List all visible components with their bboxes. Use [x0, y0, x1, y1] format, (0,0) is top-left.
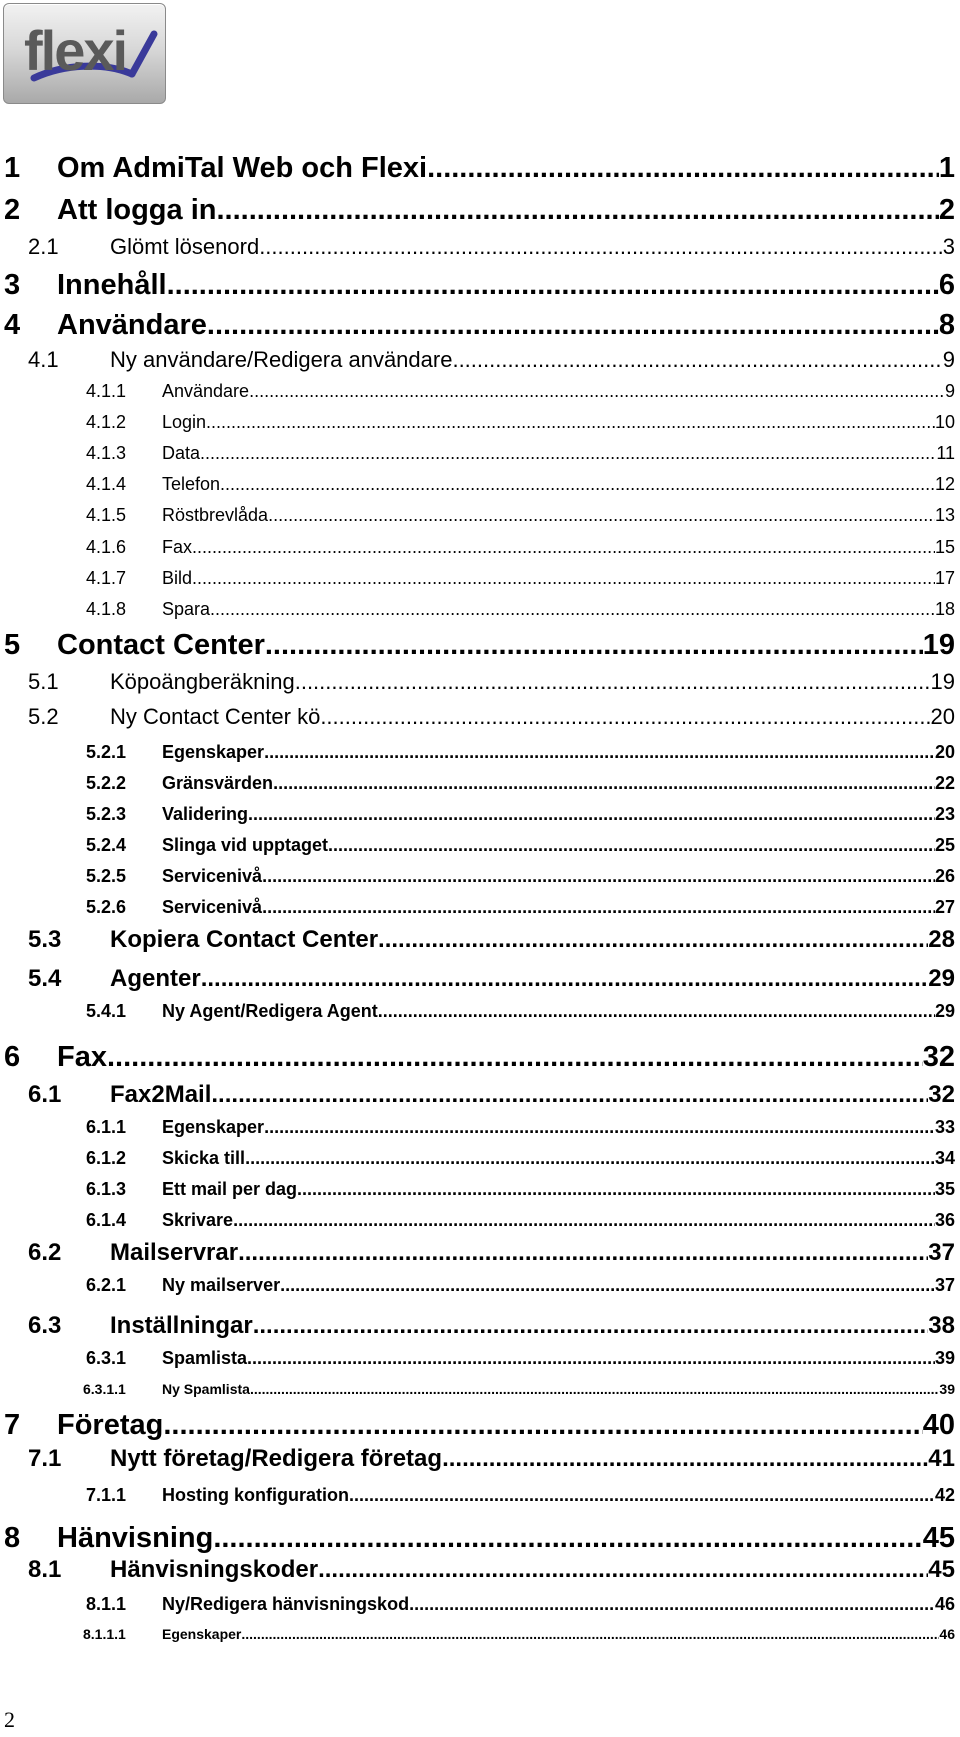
toc-entry-number: 1 [4, 152, 21, 184]
toc-entry[interactable] [0, 863, 960, 889]
toc-entry-number: 6.3.1 [86, 1348, 127, 1368]
toc-entry-page: 19 [930, 669, 955, 694]
toc-entry[interactable] [0, 1272, 960, 1298]
toc-entry-number: 4 [4, 309, 21, 341]
toc-entry-number: 2.1 [28, 234, 59, 259]
toc-entry-page: 39 [939, 1381, 955, 1397]
toc-entry-number: 4.1.7 [86, 568, 127, 588]
toc-entry-number: 4.1.2 [86, 412, 127, 432]
dot-leader [213, 1520, 922, 1556]
toc-entry-number: 8 [4, 1522, 21, 1554]
dot-leader [280, 1272, 935, 1298]
toc-entry-title: Data [162, 443, 201, 463]
toc-entry-number: 8.1.1 [86, 1594, 127, 1614]
toc-entry-title: Spara [162, 599, 211, 619]
toc-entry-title: Ny användare/Redigera användare [110, 347, 453, 372]
dot-leader [233, 1207, 935, 1233]
toc-entry-title: Contact Center [57, 629, 265, 661]
toc-entry[interactable] [0, 1482, 960, 1508]
toc-entry-number: 5.3 [28, 926, 62, 953]
dot-leader [247, 1345, 935, 1371]
toc-entry-page: 1 [938, 152, 955, 184]
toc-entry-page: 17 [934, 568, 955, 588]
dot-leader [238, 1238, 928, 1268]
toc-entry-title: Fax [57, 1041, 107, 1073]
dot-leader [210, 596, 935, 622]
toc-entry-number: 5.4.1 [86, 1001, 127, 1021]
toc-entry[interactable] [0, 345, 960, 375]
dot-leader [273, 770, 935, 796]
toc-entry-page: 13 [934, 505, 955, 525]
toc-entry-title: Köpoängberäkning [110, 669, 295, 694]
toc-entry-page: 19 [922, 629, 955, 661]
toc-entry[interactable] [0, 894, 960, 920]
toc-entry-number: 4.1 [28, 347, 59, 372]
toc-entry-title: Skrivare [162, 1210, 234, 1230]
toc-entry-title: Innehåll [57, 269, 167, 301]
dot-leader [250, 1379, 939, 1399]
toc-entry-title: Telefon [162, 474, 221, 494]
dot-leader [268, 502, 935, 528]
toc-entry-number: 6.2.1 [86, 1275, 127, 1295]
dot-leader [427, 150, 939, 186]
dot-leader [378, 998, 935, 1024]
toc-entry-title: Glömt lösenord [110, 234, 260, 259]
toc-entry-page: 36 [934, 1210, 955, 1230]
toc-entry[interactable] [0, 232, 960, 262]
dot-leader [262, 894, 935, 920]
toc-entry-page: 28 [928, 926, 955, 953]
toc-entry-number: 6.1.2 [86, 1148, 127, 1168]
toc-entry-page: 42 [934, 1485, 955, 1505]
toc-entry[interactable] [0, 596, 960, 622]
dot-leader [206, 409, 935, 435]
toc-entry-number: 5.2.4 [86, 835, 127, 855]
toc-entry-number: 6.3 [28, 1312, 62, 1339]
toc-entry-page: 20 [930, 704, 955, 729]
toc-entry-number: 4.1.5 [86, 505, 127, 525]
dot-leader [201, 964, 929, 994]
toc-entry[interactable] [0, 378, 960, 404]
toc-entry-number: 2 [4, 194, 21, 226]
toc-entry-number: 5.1 [28, 669, 59, 694]
toc-entry-number: 7 [4, 1409, 21, 1441]
dot-leader [318, 1555, 928, 1585]
toc-entry-page: 46 [934, 1594, 955, 1614]
toc-entry[interactable] [0, 1379, 960, 1399]
toc-entry[interactable] [0, 307, 960, 343]
toc-entry-title: Inställningar [110, 1312, 253, 1339]
toc-entry-title: Ett mail per dag [162, 1179, 298, 1199]
dot-leader [262, 863, 935, 889]
toc-entry-page: 12 [934, 474, 955, 494]
toc-entry-page: 46 [939, 1626, 955, 1642]
toc-entry-number: 5 [4, 629, 21, 661]
dot-leader [295, 667, 931, 697]
toc-entry[interactable] [0, 1039, 960, 1075]
toc-entry[interactable] [0, 1176, 960, 1202]
toc-entry-page: 3 [942, 234, 955, 259]
toc-entry-number: 5.2.6 [86, 897, 127, 917]
toc-entry-title: Hosting konfiguration [162, 1485, 349, 1505]
toc-entry-page: 34 [934, 1148, 955, 1168]
toc-entry-page: 27 [934, 897, 955, 917]
toc-entry-number: 6.1.3 [86, 1179, 127, 1199]
dot-leader [349, 1482, 935, 1508]
dot-leader [452, 345, 942, 375]
toc-entry-number: 4.1.8 [86, 599, 127, 619]
toc-entry[interactable] [0, 1207, 960, 1233]
toc-entry-page: 32 [922, 1041, 955, 1073]
dot-leader [409, 1591, 935, 1617]
toc-entry-page: 2 [938, 194, 955, 226]
dot-leader [211, 1080, 928, 1110]
toc-entry-title: Ny Contact Center kö [110, 704, 321, 729]
toc-entry-page: 29 [928, 965, 955, 992]
toc-entry[interactable] [0, 667, 960, 697]
toc-entry-page: 25 [934, 835, 955, 855]
dot-leader [249, 378, 945, 404]
toc-entry-page: 39 [934, 1348, 955, 1368]
toc-entry-title: Användare [162, 381, 250, 401]
toc-entry[interactable] [0, 192, 960, 228]
toc-entry[interactable] [0, 565, 960, 591]
toc-entry[interactable] [0, 739, 960, 765]
toc-entry-title: Mailservrar [110, 1239, 239, 1266]
toc-entry-title: Servicenivå [162, 866, 263, 886]
toc-entry-title: Fax [162, 537, 193, 557]
toc-entry-number: 3 [4, 269, 21, 301]
toc-entry[interactable] [0, 832, 960, 858]
toc-entry-number: 7.1 [28, 1445, 62, 1472]
toc-entry-number: 5.2 [28, 704, 59, 729]
toc-entry-page: 9 [942, 347, 955, 372]
toc-entry[interactable] [0, 702, 960, 732]
toc-entry-number: 4.1.3 [86, 443, 127, 463]
toc-entry-number: 5.2.2 [86, 773, 127, 793]
toc-entry-page: 41 [928, 1445, 955, 1472]
flexi-logo [3, 3, 166, 104]
toc-entry[interactable] [0, 1238, 960, 1268]
toc-entry-number: 6.3.1.1 [83, 1381, 126, 1397]
toc-entry[interactable] [0, 801, 960, 827]
toc-entry-page: 11 [936, 443, 955, 463]
toc-entry-number: 7.1.1 [86, 1485, 127, 1505]
toc-entry[interactable] [0, 1555, 960, 1585]
dot-leader [107, 1039, 923, 1075]
toc-entry-page: 37 [934, 1275, 955, 1295]
toc-entry-number: 5.2.3 [86, 804, 127, 824]
toc-entry-title: Företag [57, 1409, 164, 1441]
toc-entry-number: 6.1 [28, 1081, 62, 1108]
logo-text: flexi [24, 19, 127, 82]
toc-entry[interactable] [0, 267, 960, 303]
toc-entry-title: Hänvisningskoder [110, 1556, 319, 1583]
dot-leader [264, 1114, 935, 1140]
toc-entry-page: 15 [934, 537, 955, 557]
toc-entry[interactable] [0, 770, 960, 796]
toc-entry[interactable] [0, 627, 960, 663]
toc-entry-page: 38 [928, 1312, 955, 1339]
toc-entry-title: Kopiera Contact Center [110, 926, 379, 953]
toc-entry[interactable] [0, 1407, 960, 1443]
toc-entry-number: 4.1.6 [86, 537, 127, 557]
toc-entry-page: 29 [934, 1001, 955, 1021]
dot-leader [328, 832, 935, 858]
toc-entry-page: 22 [934, 773, 955, 793]
toc-entry-page: 20 [934, 742, 955, 762]
toc-entry-number: 5.4 [28, 965, 62, 992]
toc-entry-title: Bild [162, 568, 193, 588]
toc-entry[interactable] [0, 1080, 960, 1110]
toc-entry[interactable] [0, 1114, 960, 1140]
dot-leader [200, 440, 936, 466]
toc-entry-page: 23 [934, 804, 955, 824]
dot-leader [216, 192, 938, 228]
toc-entry-number: 4.1.1 [86, 381, 127, 401]
toc-entry-page: 6 [938, 269, 955, 301]
dot-leader [265, 627, 923, 663]
dot-leader [207, 307, 939, 343]
toc-entry[interactable] [0, 964, 960, 994]
toc-entry-number: 6 [4, 1041, 21, 1073]
toc-entry[interactable] [0, 1591, 960, 1617]
toc-entry-title: Agenter [110, 965, 201, 992]
dot-leader [297, 1176, 935, 1202]
toc-entry-title: Egenskaper [162, 1626, 242, 1642]
toc-entry[interactable] [0, 1345, 960, 1371]
toc-entry-page: 18 [934, 599, 955, 619]
toc-entry-page: 33 [934, 1117, 955, 1137]
toc-entry-number: 5.2.5 [86, 866, 127, 886]
toc-entry-number: 8.1.1.1 [83, 1626, 126, 1642]
dot-leader [442, 1444, 928, 1474]
dot-leader [241, 1624, 939, 1644]
toc-entry-page: 45 [922, 1522, 955, 1554]
toc-entry-page: 26 [934, 866, 955, 886]
toc-entry-title: Att logga in [57, 194, 217, 226]
toc-entry-number: 4.1.4 [86, 474, 127, 494]
toc-entry[interactable] [0, 1145, 960, 1171]
toc-entry-title: Ny/Redigera hänvisningskod [162, 1594, 410, 1614]
dot-leader [264, 739, 935, 765]
dot-leader [163, 1407, 922, 1443]
toc-entry[interactable] [0, 925, 960, 955]
toc-entry-title: Ny Spamlista [162, 1381, 250, 1397]
dot-leader [220, 471, 935, 497]
toc-entry-title: Servicenivå [162, 897, 263, 917]
toc-entry-title: Skicka till [162, 1148, 246, 1168]
toc-entry[interactable] [0, 471, 960, 497]
toc-entry-title: Användare [57, 309, 207, 341]
toc-entry[interactable] [0, 502, 960, 528]
toc-entry-page: 32 [928, 1081, 955, 1108]
toc-entry[interactable] [0, 150, 960, 186]
toc-entry-title: Ny mailserver [162, 1275, 281, 1295]
toc-entry-number: 6.1.1 [86, 1117, 127, 1137]
toc-entry-title: Hänvisning [57, 1522, 214, 1554]
toc-entry[interactable] [0, 440, 960, 466]
toc-entry[interactable] [0, 409, 960, 435]
toc-entry-page: 10 [934, 412, 955, 432]
toc-entry-title: Login [162, 412, 207, 432]
toc-entry-page: 40 [922, 1409, 955, 1441]
toc-entry[interactable] [0, 998, 960, 1024]
toc-entry-title: Röstbrevlåda [162, 505, 269, 525]
toc-entry[interactable] [0, 1311, 960, 1341]
page-number: 2 [4, 1707, 15, 1732]
toc-entry-title: Fax2Mail [110, 1081, 212, 1108]
dot-leader [259, 232, 943, 262]
toc-entry[interactable] [0, 1520, 960, 1556]
dot-leader [167, 267, 939, 303]
toc-entry-title: Om AdmiTal Web och Flexi [57, 152, 428, 184]
toc-entry-page: 8 [938, 309, 955, 341]
dot-leader [192, 534, 935, 560]
toc-entry[interactable] [0, 534, 960, 560]
toc-entry-title: Slinga vid upptaget [162, 835, 329, 855]
toc-entry-number: 6.2 [28, 1239, 62, 1266]
toc-entry-number: 6.1.4 [86, 1210, 127, 1230]
toc-entry-title: Spamlista [162, 1348, 248, 1368]
toc-entry-number: 5.2.1 [86, 742, 127, 762]
toc-entry-title: Gränsvärden [162, 773, 274, 793]
dot-leader [253, 1311, 929, 1341]
toc-entry-title: Validering [162, 804, 249, 824]
toc-entry[interactable] [0, 1444, 960, 1474]
toc-entry-title: Egenskaper [162, 742, 265, 762]
dot-leader [248, 801, 935, 827]
toc-entry-title: Egenskaper [162, 1117, 265, 1137]
toc-entry-title: Ny Agent/Redigera Agent [162, 1001, 378, 1021]
toc-entry-title: Nytt företag/Redigera företag [110, 1445, 443, 1472]
toc-entry-page: 45 [928, 1556, 955, 1583]
dot-leader [245, 1145, 935, 1171]
toc-entry-page: 9 [944, 381, 955, 401]
dot-leader [192, 565, 935, 591]
dot-leader [320, 702, 930, 732]
toc-entry-page: 37 [928, 1239, 955, 1266]
toc-entry[interactable] [0, 1624, 960, 1644]
toc-entry-number: 8.1 [28, 1556, 62, 1583]
dot-leader [378, 925, 928, 955]
toc-entry-page: 35 [934, 1179, 955, 1199]
